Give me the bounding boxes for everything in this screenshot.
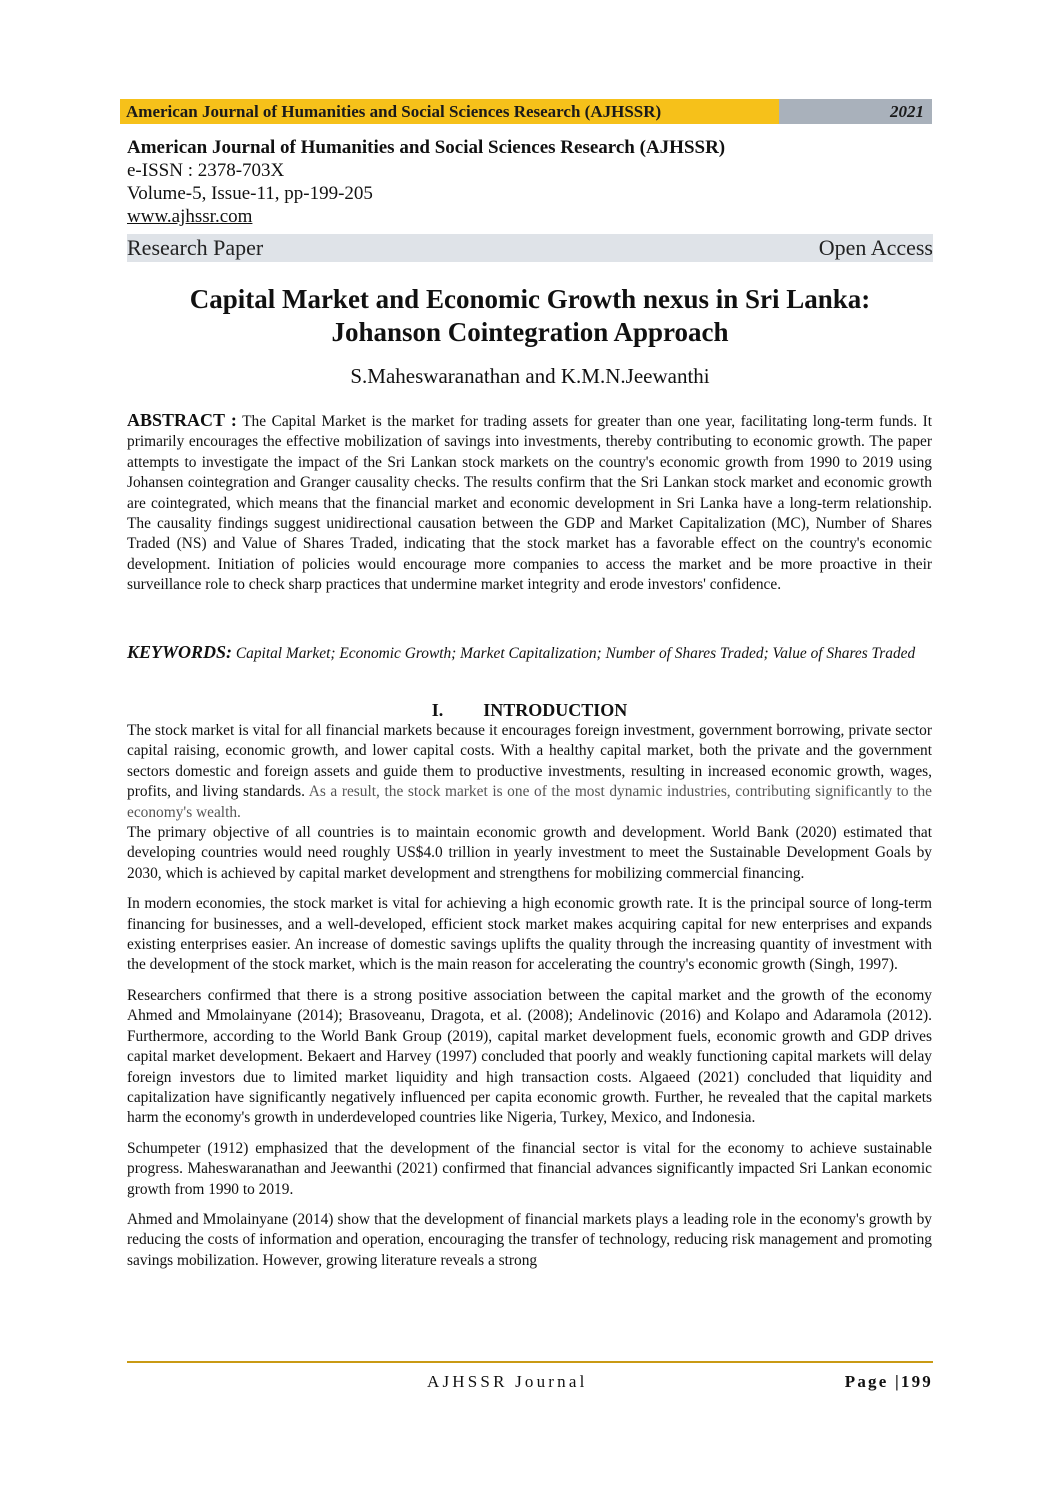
intro-paragraph-6: Ahmed and Mmolainyane (2014) show that the development of financial markets plays a leading role in the economy's growth by reducing the costs of information and operation, encouraging the transfer of technology, reducing risk management and promoting savings mobilization. However, growing literature reveals a strong xyxy=(127,1210,932,1269)
intro-p1-text: The stock market is vital for all financial markets because it encourages foreign investment, government borrowing, private sector capital raising, economic growth, and lower capital costs. With a healthy capital market, both the private and the government sectors domestic and foreign assets and guide them to productive investments, resulting in increased economic growth, wages, profits, and living standards. xyxy=(127,722,932,801)
banner-journal-name: American Journal of Humanities and Social Sciences Research (AJHSSR) xyxy=(120,99,779,124)
intro-paragraph-1 xyxy=(127,721,932,823)
journal-website-link[interactable]: www.ajhssr.com xyxy=(127,206,253,227)
section-number: I. xyxy=(431,700,444,720)
journal-name: American Journal of Humanities and Social Sciences Research (AJHSSR) xyxy=(127,137,726,158)
footer-journal-name: AJHSSR Journal xyxy=(427,1372,588,1391)
intro-paragraph-2: The primary objective of all countries is to maintain economic growth and development. World Bank (2020) estimated that developing countries would need roughly US$4.0 trillion in yearly investment to meet the Sustainable Development Goals by 2030, which is achieved by capital market development and strengthens for mobilizing commercial financing. xyxy=(127,824,932,882)
intro-paragraph-4: Researchers confirmed that there is a strong positive association between the capital market and the growth of the economy Ahmed and Mmolainyane (2014); Brasoveanu, Dragota, et al. (2008); Andelinovic (2016) and Kolapo and Adaramola (2012). Furthermore, according to the World Bank Group (2019), capital market development fuels, economic growth and GDP drives capital market development. Bekaert and Harvey (1997) concluded that poorly and weakly functioning capital markets will delay foreign investors due to limited market liquidity and high transaction costs. Algaeed (2021) concluded that liquidity and capitalization have significantly negatively influenced per capita economic growth. Further, he revealed that the capital markets harm the economy's growth in underdeveloped countries like Nigeria, Turkey, Mexico, and Indonesia. xyxy=(127,986,932,1127)
access-type-label: Open Access xyxy=(818,235,933,260)
footer-divider xyxy=(127,1361,933,1363)
paper-type-label: Research Paper xyxy=(127,235,264,260)
intro-p1-gray-text: As a result, the stock market is one of the most dynamic industries, contributing significantly to the economy's wealth. xyxy=(127,783,933,821)
journal-banner xyxy=(120,99,932,124)
abstract xyxy=(127,410,932,596)
paper-title-line2: Johanson Cointegration Approach xyxy=(331,317,729,347)
intro-paragraph-3: In modern economies, the stock market is vital for achieving a high economic growth rate. It is the principal source of long-term financing for businesses, and a well-developed, efficient stock market makes acquiring capital for new enterprises and expands existing enterprises easier. An increase of domestic savings uplifts the quality through the increasing quantity of investment with the development of the stock market, which is the main reason for accelerating the country's economic growth (Singh, 1997). xyxy=(127,895,932,974)
keywords-label: KEYWORDS: xyxy=(127,642,233,662)
paper-type-bar xyxy=(127,234,933,262)
intro-paragraph-5: Schumpeter (1912) emphasized that the development of the financial sector is vital for the economy to achieve sustainable progress. Maheswaranathan and Jeewanthi (2021) confirmed that financial advances significantly impacted Sri Lankan economic growth from 1990 to 2019. xyxy=(127,1139,932,1198)
section-title: INTRODUCTION xyxy=(483,700,628,720)
journal-info xyxy=(127,136,725,228)
paper-title-line1: Capital Market and Economic Growth nexus in Sri Lanka: xyxy=(189,284,871,314)
introduction-body xyxy=(127,721,932,1281)
banner-year: 2021 xyxy=(779,99,932,124)
abstract-text: The Capital Market is the market for trading assets for greater than one year, facilitating long-term funds. It primarily encourages the effective mobilization of savings into investments, thereby contributing to economic growth. The paper attempts to investigate the impact of the Sri Lankan stock markets on the country's economic growth from 1990 to 2019 using Johansen cointegration and Granger causality checks. The results confirm that the Sri Lankan stock market and economic growth are cointegrated, which means that the financial market and economic development in Sri Lanka have a long-term relationship. The causality findings suggest unidirectional causation between the GDP and Market Capitalization (MC), Number of Shares Traded (NS) and Value of Shares Traded, indicating that the stock market has a favorable effect on the country's economic development. Initiation of policies would encourage more companies to access the market and be more proactive in their surveillance role to check sharp practices that undermine market integrity and erode investors' confidence. xyxy=(127,413,932,594)
page-footer xyxy=(127,1372,933,1392)
paper-title xyxy=(120,283,940,349)
abstract-label: ABSTRACT : xyxy=(127,410,237,430)
journal-issn: e-ISSN : 2378-703X xyxy=(127,160,285,181)
footer-page-number: Page |199 xyxy=(844,1372,933,1391)
journal-volume: Volume-5, Issue-11, pp-199-205 xyxy=(127,183,373,204)
paper-authors: S.Maheswaranathan and K.M.N.Jeewanthi xyxy=(350,364,710,388)
keywords xyxy=(127,642,932,664)
section-heading xyxy=(127,700,932,721)
keywords-text: Capital Market; Economic Growth; Market Capitalization; Number of Shares Traded; Value of Shares Traded xyxy=(235,645,916,662)
